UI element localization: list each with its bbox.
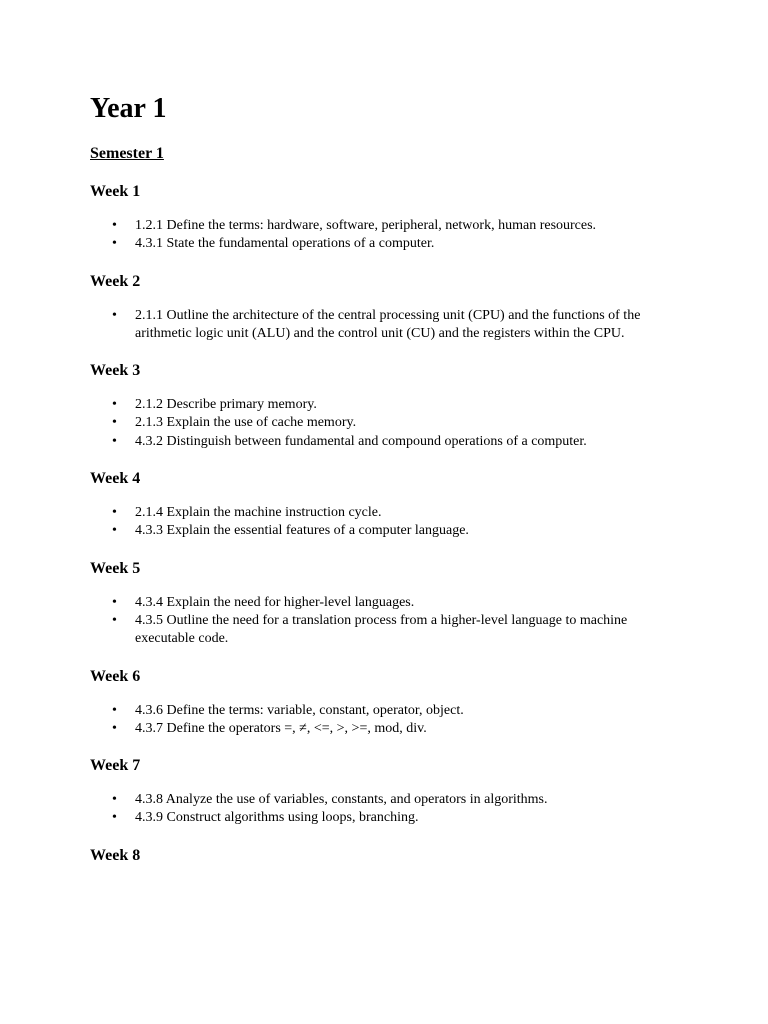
week-section [90, 667, 678, 739]
weeks-section [90, 182, 678, 866]
objective-list-item [90, 612, 665, 649]
objective-list-item [90, 702, 665, 720]
bullet-icon: • [112, 594, 117, 610]
objective-list [90, 307, 678, 344]
bullet-icon: • [112, 612, 117, 628]
week-section [90, 182, 678, 254]
bullet-icon: • [112, 720, 117, 736]
objective-list [90, 396, 678, 451]
week-section [90, 846, 678, 866]
objective-list-item [90, 307, 665, 344]
objective-list [90, 217, 678, 254]
objective-list-item [90, 791, 665, 809]
objective-list [90, 791, 678, 828]
week-title: Week 7 [90, 757, 141, 775]
objective-list-item [90, 720, 665, 738]
objective-text: 4.3.3 Explain the essential features of a computer language. [135, 523, 469, 539]
objective-text: 2.1.4 Explain the machine instruction cycle. [135, 505, 382, 521]
objective-text: 1.2.1 Define the terms: hardware, software, peripheral, network, human resources. [135, 218, 597, 233]
objective-list [90, 504, 678, 541]
objective-text: 4.3.9 Construct algorithms using loops, branching. [135, 810, 419, 826]
objective-text: 4.3.7 Define the operators =, ≠, <=, >, >=, mod, div. [135, 720, 427, 736]
objective-list-item [90, 217, 665, 235]
objective-text: 2.1.1 Outline the architecture of the central processing unit (CPU) and the functions of the arithmetic logic unit (ALU) and the control unit (CU) and the registers within the CPU. [135, 307, 641, 341]
bullet-icon: • [112, 702, 117, 718]
bullet-icon: • [112, 415, 117, 431]
week-title: Week 5 [90, 559, 141, 577]
bullet-icon: • [112, 792, 117, 808]
objective-text: 4.3.5 Outline the need for a translation process from a higher-level language to machine executable code. [135, 612, 628, 647]
week-title: Week 1 [90, 183, 141, 200]
week-section [90, 361, 678, 451]
bullet-icon: • [112, 810, 117, 826]
objective-list-item [90, 414, 665, 432]
bullet-icon: • [112, 397, 117, 413]
objective-list-item [90, 235, 665, 253]
bullet-icon: • [112, 236, 117, 252]
bullet-icon: • [112, 218, 117, 233]
objective-list-item [90, 594, 665, 612]
week-section [90, 469, 678, 541]
week-title: Week 8 [90, 846, 141, 864]
objective-list [90, 702, 678, 739]
objective-list-item [90, 396, 665, 414]
objective-text: 4.3.2 Distinguish between fundamental and compound operations of a computer. [135, 433, 587, 449]
week-section [90, 756, 678, 828]
objective-list [90, 594, 678, 649]
objective-text: 4.3.8 Analyze the use of variables, constants, and operators in algorithms. [135, 792, 548, 808]
bullet-icon: • [112, 307, 117, 323]
bullet-icon: • [112, 433, 117, 449]
objective-text: 2.1.3 Explain the use of cache memory. [135, 415, 357, 431]
semester-title: Semester 1 [90, 145, 164, 162]
bullet-icon: • [112, 523, 117, 539]
objective-text: 4.3.4 Explain the need for higher-level languages. [135, 594, 415, 610]
week-title: Week 3 [90, 362, 141, 380]
year-title: Year 1 [90, 93, 167, 124]
objective-text: 4.3.6 Define the terms: variable, constant, operator, object. [135, 702, 464, 718]
objective-list-item [90, 504, 665, 522]
objective-list-item [90, 433, 665, 451]
bullet-icon: • [112, 505, 117, 521]
objective-list-item [90, 522, 665, 540]
week-section [90, 559, 678, 649]
week-title: Week 2 [90, 272, 141, 290]
objective-list-item [90, 809, 665, 827]
week-section [90, 272, 678, 344]
objective-text: 2.1.2 Describe primary memory. [135, 397, 317, 413]
week-title: Week 4 [90, 470, 141, 488]
objective-text: 4.3.1 State the fundamental operations of a computer. [135, 236, 435, 252]
week-title: Week 6 [90, 667, 141, 685]
